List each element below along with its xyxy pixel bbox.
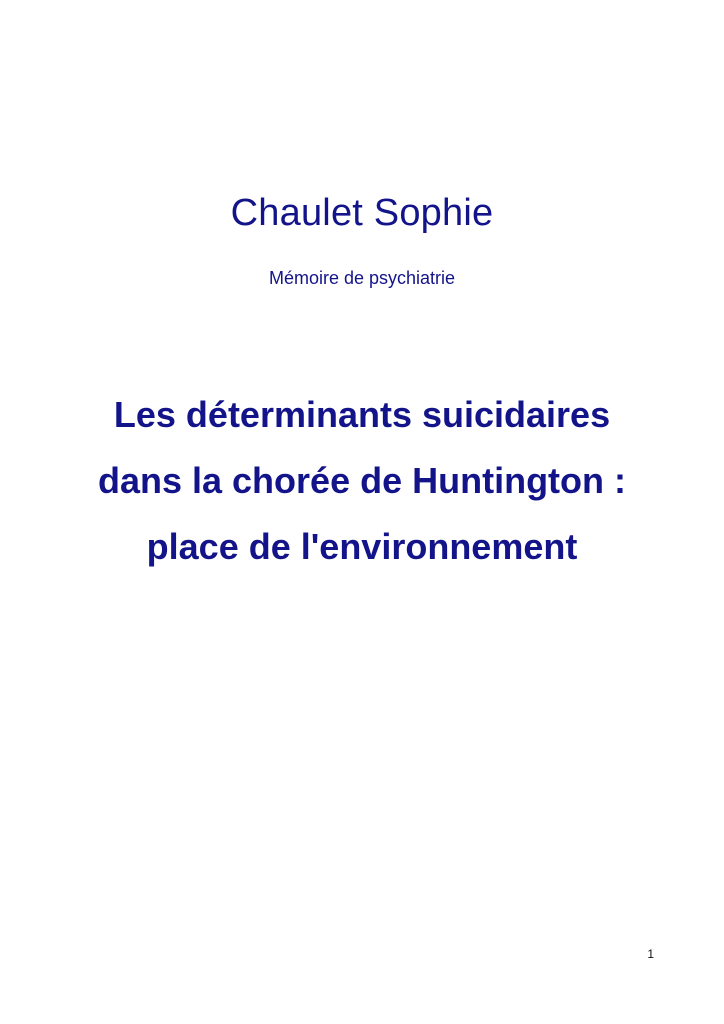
document-title	[0, 382, 724, 580]
title-line-1: Les déterminants suicidaires	[113, 394, 611, 435]
title-line-2: dans la chorée de Huntington :	[97, 460, 627, 501]
document-subtitle: Mémoire de psychiatrie	[268, 268, 456, 288]
title-line-3: place de l'environnement	[146, 526, 578, 567]
page-number: 1	[647, 947, 654, 961]
author-name: Chaulet Sophie	[230, 192, 494, 234]
